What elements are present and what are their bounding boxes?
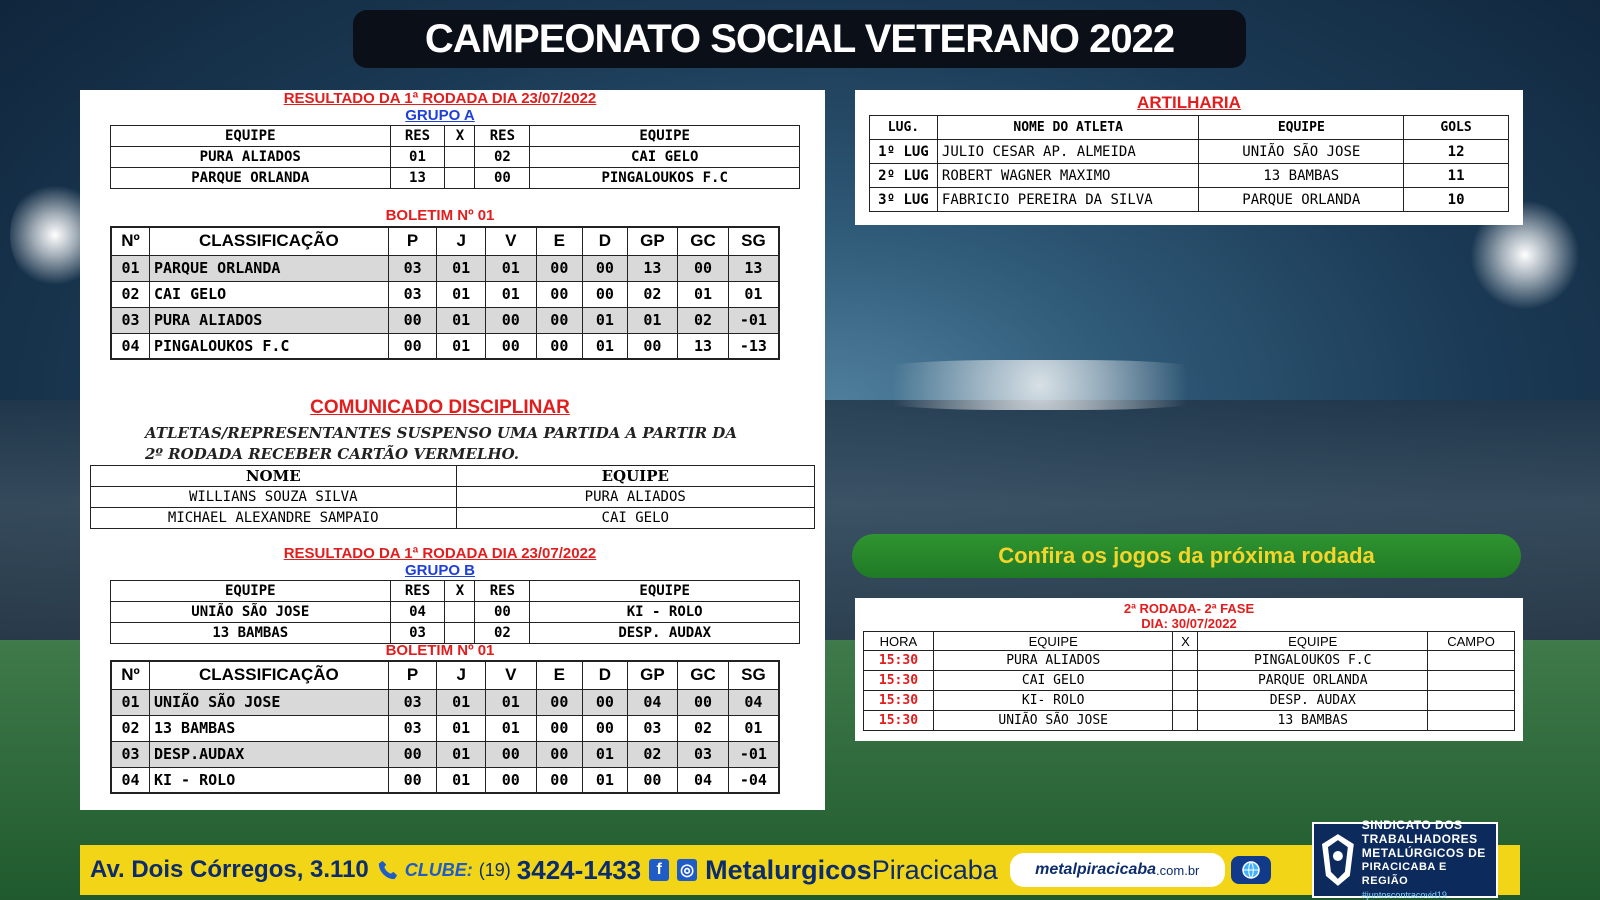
stat-gp: 00 [627,333,678,359]
next-round-panel [855,598,1523,741]
home-team: PURA ALIADOS [111,147,391,168]
stat-gp: 04 [627,689,678,715]
sindicato-line2: TRABALHADORES [1361,832,1478,846]
home-score: 01 [390,147,445,168]
grupo-a-result-heading: RESULTADO DA 1ª RODADA DIA 23/07/2022 [283,90,597,107]
header-cell: RES [390,581,445,602]
header-cell: EQUIPE [530,126,800,147]
address: Av. Dois Córregos, 3.110 [90,856,369,883]
stat-gc: 03 [678,741,729,767]
table-header-row [111,581,800,602]
clube-label: CLUBE: [404,859,473,880]
athlete-team: PARQUE ORLANDA [1199,188,1404,212]
sindicato-line1: SINDICATO DOS [1361,818,1463,832]
table-row [870,140,1509,164]
x-cell [445,168,475,189]
phone-icon [377,859,399,881]
header-cell: CLASSIFICAÇÃO [149,661,388,689]
header-cell: X [445,581,475,602]
grupo-b-boletim: BOLETIM Nº 01 [385,642,495,659]
header-cell: EQUIPE [111,581,391,602]
table-row [864,711,1515,731]
disciplinar-text-line2: 2º RODADA RECEBER CARTÃO VERMELHO. [145,445,520,463]
x-cell [1173,691,1198,711]
table-row [111,255,779,281]
stat-gc: 01 [678,281,729,307]
stat-d: 01 [583,307,628,333]
position: 02 [111,281,149,307]
position: 04 [111,767,149,793]
home-team: PARQUE ORLANDA [111,168,391,189]
x-cell [445,602,475,623]
sindicato-hashtag: #juntoscontracovid19 [1361,890,1447,900]
grupo-a-results-table [110,125,800,189]
website-link[interactable] [1010,853,1225,887]
grupo-a-label: GRUPO A [405,107,475,124]
site-suffix: .com.br [1156,862,1200,878]
grupo-a-standings-table [110,226,780,360]
header-cell: D [583,661,628,689]
grupo-b-result-heading: RESULTADO DA 1ª RODADA DIA 23/07/2022 [283,545,597,562]
artilharia-heading: ARTILHARIA [1137,93,1241,112]
stat-v: 01 [485,689,536,715]
goals: 11 [1404,164,1509,188]
stat-sg: 13 [728,255,779,281]
stat-p: 03 [388,255,437,281]
table-header-row [111,126,800,147]
table-row [864,671,1515,691]
table-row [111,168,800,189]
disciplinar-text-line1: ATLETAS/REPRESENTANTES SUSPENSO UMA PARTIDA A PARTIR DA [145,424,737,442]
stat-p: 00 [388,333,437,359]
grupo-b-results-table [110,580,800,644]
stat-v: 01 [485,281,536,307]
artilharia-table [869,115,1509,212]
header-cell: Nº [111,661,149,689]
stat-d: 00 [583,281,628,307]
position: 04 [111,333,149,359]
header-cell: LUG. [870,116,938,140]
grupo-a-boletim: BOLETIM Nº 01 [385,207,495,224]
stat-e: 00 [536,333,583,359]
stat-gp: 02 [627,281,678,307]
table-row [111,741,779,767]
table-row [111,767,779,793]
table-row [864,691,1515,711]
stat-gp: 03 [627,715,678,741]
athlete-team: PURA ALIADOS [456,487,815,508]
sindicato-text [1362,818,1496,900]
away-score: 02 [475,147,530,168]
header-cell: RES [390,126,445,147]
header-cell: NOME [91,466,457,487]
team-name: 13 BAMBAS [149,715,388,741]
stat-p: 00 [388,741,437,767]
away-team: DESP. AUDAX [530,623,800,644]
stat-d: 01 [583,333,628,359]
stat-gp: 13 [627,255,678,281]
next-round-table [863,631,1515,731]
stat-v: 00 [485,741,536,767]
athlete-name: MICHAEL ALEXANDRE SAMPAIO [91,508,457,529]
away-team: PINGALOUKOS F.C [1198,651,1428,671]
table-row [111,689,779,715]
match-time: 15:30 [864,671,934,691]
globe-cursor-icon [1231,856,1271,884]
header-cell: GOLS [1404,116,1509,140]
away-score: 00 [475,168,530,189]
table-row [870,164,1509,188]
field-cell [1428,711,1515,731]
rank: 1º LUG [870,140,938,164]
athlete-team: UNIÃO SÃO JOSE [1199,140,1404,164]
disciplinar-table [90,465,815,529]
stat-j: 01 [437,307,486,333]
sindicato-emblem-icon [1320,832,1356,888]
table-row [111,147,800,168]
stat-sg: -13 [728,333,779,359]
stat-sg: -04 [728,767,779,793]
rank: 2º LUG [870,164,938,188]
header-cell: P [388,661,437,689]
next-round-banner: Confira os jogos da próxima rodada [852,534,1521,578]
table-row [111,333,779,359]
team-name: PINGALOUKOS F.C [149,333,388,359]
header-cell: E [536,227,583,255]
table-header-row [111,227,779,255]
stat-e: 00 [536,689,583,715]
header-cell: V [485,227,536,255]
facebook-icon[interactable]: f [649,859,669,881]
away-team: 13 BAMBAS [1198,711,1428,731]
stat-j: 01 [437,767,486,793]
stat-sg: -01 [728,741,779,767]
x-cell [1173,671,1198,691]
header-cell: EQUIPE [111,126,391,147]
rank: 3º LUG [870,188,938,212]
table-row [111,307,779,333]
home-score: 13 [390,168,445,189]
site-prefix: metal [1035,861,1077,878]
stat-gc: 02 [678,715,729,741]
x-cell [1173,651,1198,671]
stat-j: 01 [437,715,486,741]
disciplinar-heading: COMUNICADO DISCIPLINAR [310,397,570,418]
header-cell: J [437,227,486,255]
header-cell: Nº [111,227,149,255]
grupo-b-label: GRUPO B [404,562,475,579]
instagram-icon[interactable]: ◎ [677,859,697,881]
phone-area-code: (19) [478,859,511,880]
artilharia-panel [855,90,1523,225]
stat-j: 01 [437,689,486,715]
header-cell: P [388,227,437,255]
header-cell: X [445,126,475,147]
position: 03 [111,741,149,767]
goals: 10 [1404,188,1509,212]
header-cell: EQUIPE [1199,116,1404,140]
table-row [111,715,779,741]
position: 02 [111,715,149,741]
table-header-row [870,116,1509,140]
stat-sg: 01 [728,715,779,741]
table-row [111,602,800,623]
stat-gc: 13 [678,333,729,359]
position: 01 [111,689,149,715]
home-score: 03 [390,623,445,644]
stat-gc: 04 [678,767,729,793]
athlete-team: 13 BAMBAS [1199,164,1404,188]
header-cell: D [583,227,628,255]
away-team: PINGALOUKOS F.C [530,168,800,189]
disciplinar-text [145,423,805,465]
header-cell: HORA [864,632,934,651]
header-cell: X [1173,632,1198,651]
away-score: 02 [475,623,530,644]
header-cell: GC [678,227,729,255]
team-name: PURA ALIADOS [149,307,388,333]
x-cell [1173,711,1198,731]
stat-e: 00 [536,715,583,741]
sindicato-logo [1312,818,1498,900]
header-cell: RES [475,126,530,147]
table-row [91,508,815,529]
stat-sg: 04 [728,689,779,715]
x-cell [445,147,475,168]
away-score: 00 [475,602,530,623]
header-cell: NOME DO ATLETA [937,116,1199,140]
sindicato-line3: METALÚRGICOS DE [1361,846,1486,860]
athlete-name: WILLIANS SOUZA SILVA [91,487,457,508]
stat-e: 00 [536,255,583,281]
home-team: PURA ALIADOS [933,651,1173,671]
away-team: CAI GELO [530,147,800,168]
social-handle [705,855,998,886]
stat-v: 01 [485,715,536,741]
stat-p: 00 [388,767,437,793]
next-round-heading: 2ª RODADA- 2ª FASE [1123,601,1255,616]
stat-gc: 02 [678,307,729,333]
stat-d: 01 [583,741,628,767]
home-score: 04 [390,602,445,623]
stat-v: 00 [485,767,536,793]
header-cell: GP [627,661,678,689]
position: 01 [111,255,149,281]
stat-d: 00 [583,255,628,281]
stat-j: 01 [437,281,486,307]
home-team: UNIÃO SÃO JOSE [933,711,1173,731]
table-header-row [111,661,779,689]
header-cell: GC [678,661,729,689]
away-team: KI - ROLO [530,602,800,623]
header-cell: E [536,661,583,689]
match-time: 15:30 [864,711,934,731]
stat-sg: 01 [728,281,779,307]
phone-number: 3424-1433 [516,854,642,885]
stat-e: 00 [536,307,583,333]
field-cell [1428,691,1515,711]
stat-p: 00 [388,307,437,333]
match-time: 15:30 [864,691,934,711]
x-cell [445,623,475,644]
home-team: CAI GELO [933,671,1173,691]
header-cell: EQUIPE [530,581,800,602]
stat-d: 01 [583,767,628,793]
stat-p: 03 [388,715,437,741]
goals: 12 [1404,140,1509,164]
stadium-lights-row [830,360,1250,410]
table-header-row [864,632,1515,651]
site-bold: piracicaba [1076,861,1157,878]
stat-gp: 00 [627,767,678,793]
position: 03 [111,307,149,333]
table-header-row [91,466,815,487]
field-cell [1428,671,1515,691]
header-cell: EQUIPE [933,632,1173,651]
away-team: DESP. AUDAX [1198,691,1428,711]
team-name: KI - ROLO [149,767,388,793]
header-cell: J [437,661,486,689]
away-team: PARQUE ORLANDA [1198,671,1428,691]
stat-gc: 00 [678,689,729,715]
athlete-team: CAI GELO [456,508,815,529]
stat-v: 00 [485,307,536,333]
stat-gp: 02 [627,741,678,767]
athlete-name: FABRICIO PEREIRA DA SILVA [937,188,1199,212]
header-cell: SG [728,661,779,689]
stat-e: 00 [536,741,583,767]
field-cell [1428,651,1515,671]
team-name: CAI GELO [149,281,388,307]
grupo-b-standings-table [110,660,780,794]
match-time: 15:30 [864,651,934,671]
table-row [111,281,779,307]
header-cell: V [485,661,536,689]
header-cell: GP [627,227,678,255]
team-name: PARQUE ORLANDA [149,255,388,281]
home-team: KI- ROLO [933,691,1173,711]
table-row [91,487,815,508]
team-name: DESP.AUDAX [149,741,388,767]
stat-j: 01 [437,255,486,281]
results-panel [80,90,825,810]
stat-j: 01 [437,741,486,767]
stat-e: 00 [536,767,583,793]
page-title: CAMPEONATO SOCIAL VETERANO 2022 [353,10,1246,68]
table-row [864,651,1515,671]
social-handle-light: Piracicaba [871,854,998,885]
stat-e: 00 [536,281,583,307]
table-row [870,188,1509,212]
stat-p: 03 [388,281,437,307]
header-cell: EQUIPE [1198,632,1428,651]
footer-bar [80,845,1520,895]
home-team: UNIÃO SÃO JOSE [111,602,391,623]
athlete-name: JULIO CESAR AP. ALMEIDA [937,140,1199,164]
stat-j: 01 [437,333,486,359]
stat-gc: 00 [678,255,729,281]
sindicato-line4: PIRACICABA E REGIÃO [1361,861,1447,887]
stat-d: 00 [583,689,628,715]
stat-v: 00 [485,333,536,359]
header-cell: EQUIPE [456,466,815,487]
stat-sg: -01 [728,307,779,333]
home-team: 13 BAMBAS [111,623,391,644]
header-cell: CAMPO [1428,632,1515,651]
team-name: UNIÃO SÃO JOSE [149,689,388,715]
stat-p: 03 [388,689,437,715]
stat-gp: 01 [627,307,678,333]
stat-d: 00 [583,715,628,741]
header-cell: CLASSIFICAÇÃO [149,227,388,255]
header-cell: SG [728,227,779,255]
header-cell: RES [475,581,530,602]
stat-v: 01 [485,255,536,281]
athlete-name: ROBERT WAGNER MAXIMO [937,164,1199,188]
next-round-date: DIA: 30/07/2022 [1141,616,1237,631]
table-row [111,623,800,644]
social-handle-bold: Metalurgicos [705,854,872,885]
